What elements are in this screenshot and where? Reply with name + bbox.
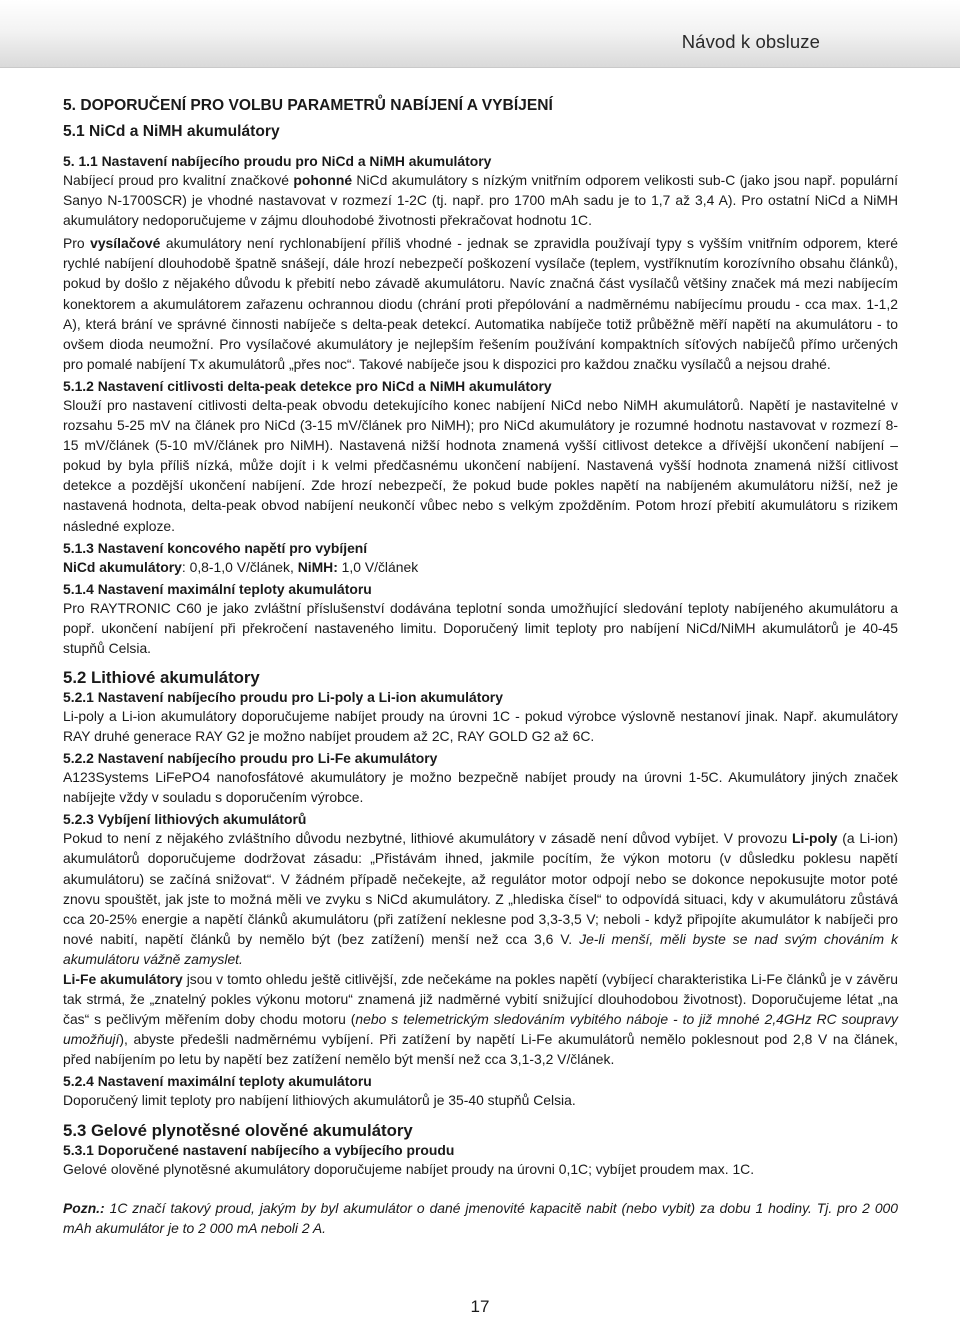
paragraph-5-2-3-a: Pokud to není z nějakého zvláštního důvodu nezbytné, lithiové akumulátory v zásadě není důvod vybíjet. V provozu Li-poly (a Li-ion) akumulátorů doporučujeme dodržovat zásadu: „Přistávám ihned, jakmile pocítím, že výkon motoru (v důsledku poklesu napětí akumulátoru) se začíná snižovat“. V žádném případě nečekejte, až regulátor motor odpojí nebo se dokonce nepokusujte motor poté znovu spouštět, jak jste to možná měli ve zvyku s NiCd akumulátory. Z „hlediska čísel“ to odpovídá situaci, kdy v akumulátoru zůstává cca 20-25% energie a napětí článků akumulátoru (při zatížení neklesne pod 3,3-3,5 V; neboli - když připojíte akumulátor k nabíječi pro nové nabití, napětí článků by nemělo být (bez zatížení) menší než cca 3,6 V. Je-li menší, měli byste se nad svým chováním k akumulátoru vážně zamyslet.: [63, 830, 899, 967]
header-band: [0, 0, 960, 68]
section-heading-5-1: 5.1 NiCd a NiMH akumulátory: [63, 123, 280, 140]
subsection-heading-5-1-4: 5.1.4 Nastavení maximální teploty akumulátoru: [63, 580, 372, 597]
subsection-heading-5-2-3: 5.2.3 Vybíjení lithiových akumulátorů: [63, 811, 307, 828]
document-body: [63, 96, 898, 1238]
subsection-heading-5-3-1: 5.3.1 Doporučené nastavení nabíjecího a vybíjecího proudu: [63, 1141, 455, 1158]
paragraph-5-1-1-a: Nabíjecí proud pro kvalitní značkové pohonné NiCd akumulátory s nízkým vnitřním odporem velikosti sub-C (jako jsou např. populární Sanyo N-1700SCR) je vhodné nastavovat v rozmezí 1-2C (tj. např. pro 1700 mAh sadu je to 1,7 až 3,4 A). Pro ostatní NiCd a NiMH akumulátory nedoporučujeme v zájmu dlouhodobé životnosti překračovat hodnotu 1C.: [63, 172, 898, 229]
subsection-heading-5-1-3: 5.1.3 Nastavení koncového napětí pro vybíjení: [63, 539, 368, 556]
paragraph-5-2-2: A123Systems LiFePO4 nanofosfátové akumulátory je možno bezpečně nabíjet proudy na úrovni 1-5C. Akumulátory jiných značek nabíjejte vždy v souladu s doporučením výrobce.: [63, 769, 898, 806]
paragraph-5-2-1: Li-poly a Li-ion akumulátory doporučujeme nabíjet proudy na úrovni 1C - pokud výrobce výslovně nestanoví jinak. Např. akumulátory RAY druhé generace RAY G2 je možno nabíjet proudem až 2C, RAY GOLD G2 až 6C.: [63, 707, 898, 745]
page-number: 17: [470, 1297, 490, 1316]
paragraph-5-1-4: Pro RAYTRONIC C60 je jako zvláštní příslušenství dodávána teplotní sonda umožňující sledování teploty nabíjeného akumulátoru a popř. ukončení nabíjení při překročení nastaveného limitu. Doporučený limit teploty pro nabíjení NiCd/NiMH akumulátorů je 40-45 stupňů Celsia.: [63, 599, 898, 656]
subsection-heading-5-1-1: 5. 1.1 Nastavení nabíjecího proudu pro NiCd a NiMH akumulátory: [63, 153, 492, 169]
footnote: Pozn.: 1C značí takový proud, jakým by byl akumulátor o dané jmenovité kapacitě nabit (nebo vybit) za dobu 1 hodiny. Tj. pro 2 000 mAh akumulátor je to 2 000 mA neboli 2 A.: [63, 1199, 898, 1236]
section-heading-5-3: 5.3 Gelové plynotěsné olověné akumulátory: [63, 1120, 413, 1140]
paragraph-5-1-1-b: Pro vysílačové akumulátory není rychlonabíjení příliš vhodné - jednak se zpravidla používají typy s vyšším vnitřním odporem, které rychlé nabíjení dlouhodobě špatně snášejí, dále hrozí nebezpečí poškození vysílače (teplem, vystříknutím korozívního obsahu článků), pokud by došlo z nějakého důvodu k přebití nebo závadě akumulátoru. Navíc značná část vysílačů většiny značek má mezi nabíjecím konektorem a akumulátorem zařazenu ochrannou diodu (chrání proti přepólování a nadměrnému nabíjecímu proudu - cca max. 1-1,2 A), která brání ve správné činnosti nabíječe s delta-peak detekcí. Automatika nabíječe totiž průběžně měří napětí na akumulátoru - to ovšem dioda neumožní. Pro vysílačové akumulátory je nejlepším řešením používání kompaktních síťových nabíječů přímo určených pro pomalé nabíjení Tx akumulátorů „přes noc“. Takové nabíječe jsou k dispozici pro každou značku vysílačů a nejsou drahé.: [63, 235, 898, 372]
chapter-heading: 5. DOPORUČENÍ PRO VOLBU PARAMETRŮ NABÍJENÍ A VYBÍJENÍ: [63, 97, 553, 114]
paragraph-5-3-1: Gelové olověné plynotěsné akumulátory doporučujeme nabíjet proudy na úrovni 0,1C; vybíjet proudem max. 1C.: [63, 1160, 755, 1177]
paragraph-5-2-3-b: Li-Fe akumulátory jsou v tomto ohledu ještě citlivější, zde nečekáme na pokles napětí (vybíjecí charakteristika Li-Fe článků je v závěru tak strmá, že „znatelný pokles výkonu motoru“ znamená již nadměrné vybití snižující dlouhodobou životnost). Doporučujeme létat „na čas“ s pečlivým měřením doby chodu motoru (nebo s telemetrickým sledováním vybitého náboje - to již mnohé 2,4GHz RC soupravy umožňují), abyste předešli nadměrnému vybíjení. Při zatížení by napětí Li-Fe akumulátorů nemělo poklesnout pod 2,8 V na článek, před nabíjením po letu by napětí bez zatížení nemělo být menší než cca 3,1-3,2 V/článek.: [63, 971, 898, 1068]
paragraph-5-2-4: Doporučený limit teploty pro nabíjení lithiových akumulátorů je 35-40 stupňů Celsia.: [63, 1092, 576, 1109]
paragraph-5-1-2: Slouží pro nastavení citlivosti delta-peak obvodu detekujícího konec nabíjení NiCd nebo NiMH akumulátorů. Napětí je nastavitelné v rozsahu 5-25 mV na článek pro NiCd (3-15 mV/článek pro NiMH); pro NiCd akumulátory je rozumné hodnotu nastavovat v rozmezí 8-15 mV/článek (5-10 mV/článek pro NiMH). Nastavená nižší hodnota znamená vyšší citlivost detekce a dřívější ukončení nabíjení – pokud by byla příliš nízká, může dojít i k velmi předčasnému ukončení nabíjení. Nastavená vyšší hodnota znamená nižší citlivost detekce a pozdější ukončení nabíjení. Zde hrozí nebezpečí, že pokud bude pokles napětí na nabíjeném akumulátoru nižší, než je nastavená hodnota, delta-peak obvod nabíjení neukončí vůbec nebo s velkým zpožděním. Potom hrozí přebití akumulátoru s rizikem následné exploze.: [63, 396, 898, 534]
subsection-heading-5-2-2: 5.2.2 Nastavení nabíjecího proudu pro Li-Fe akumulátory: [63, 750, 438, 767]
section-heading-5-2: 5.2 Lithiové akumulátory: [63, 667, 260, 687]
subsection-heading-5-1-2: 5.1.2 Nastavení citlivosti delta-peak detekce pro NiCd a NiMH akumulátory: [63, 377, 552, 394]
paragraph-5-1-3: NiCd akumulátory: 0,8-1,0 V/článek, NiMH: 1,0 V/článek: [63, 558, 419, 575]
subsection-heading-5-2-1: 5.2.1 Nastavení nabíjecího proudu pro Li-poly a Li-ion akumulátory: [63, 688, 503, 705]
header-title: Návod k obsluze: [681, 31, 820, 52]
subsection-heading-5-2-4: 5.2.4 Nastavení maximální teploty akumulátoru: [63, 1073, 372, 1090]
